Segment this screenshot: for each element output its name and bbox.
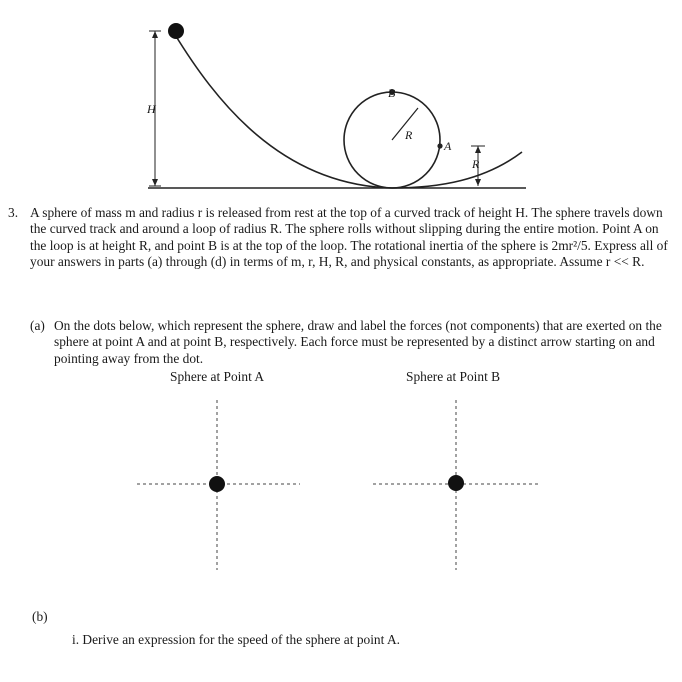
force-diagram-a[interactable]: [137, 400, 300, 570]
part-b-i-text: i. Derive an expression for the speed of the sphere at point A.: [72, 632, 400, 647]
label-R-loop: R: [405, 128, 413, 142]
label-H: H: [147, 102, 156, 116]
caption-point-a: Sphere at Point A: [170, 369, 265, 384]
part-a: [30, 318, 670, 367]
label-R-height: R: [472, 157, 480, 171]
part-a-label: (a): [30, 318, 45, 333]
sphere-ball: [168, 23, 184, 39]
point-a-dot: [437, 143, 442, 148]
label-A: A: [444, 139, 452, 153]
force-diagram-b[interactable]: [373, 400, 540, 570]
sphere-dot-a: [209, 476, 225, 492]
caption-point-b: Sphere at Point B: [406, 369, 501, 384]
label-B: B: [388, 86, 396, 100]
question-text: A sphere of mass m and radius r is released from rest at the top of a curved track of height H. The sphere travels down the curved track and around a loop of radius R. The sphere rolls without slipping during the entire motion. Point A on the loop is at height R, and point B is at the top of the loop. The rotational inertia of the sphere is 2mr²/5. Express all of your answers in parts (a) through (d) in terms of m, r, H, R, and physical constants, as appropriate. Assume r << R.: [30, 205, 668, 270]
question-number: 3.: [8, 205, 19, 220]
question-3: [8, 205, 672, 271]
descending-track: [174, 33, 392, 188]
part-a-text: On the dots below, which represent the sphere, draw and label the forces (not components) that are exerted on the sphere at point A and at point B, respectively. Each force must be represented by a distinct arrow starting on and pointing away from the dot.: [54, 318, 662, 366]
sphere-dot-b: [448, 475, 464, 491]
part-b-label: (b): [32, 609, 48, 624]
exit-track: [392, 152, 522, 188]
